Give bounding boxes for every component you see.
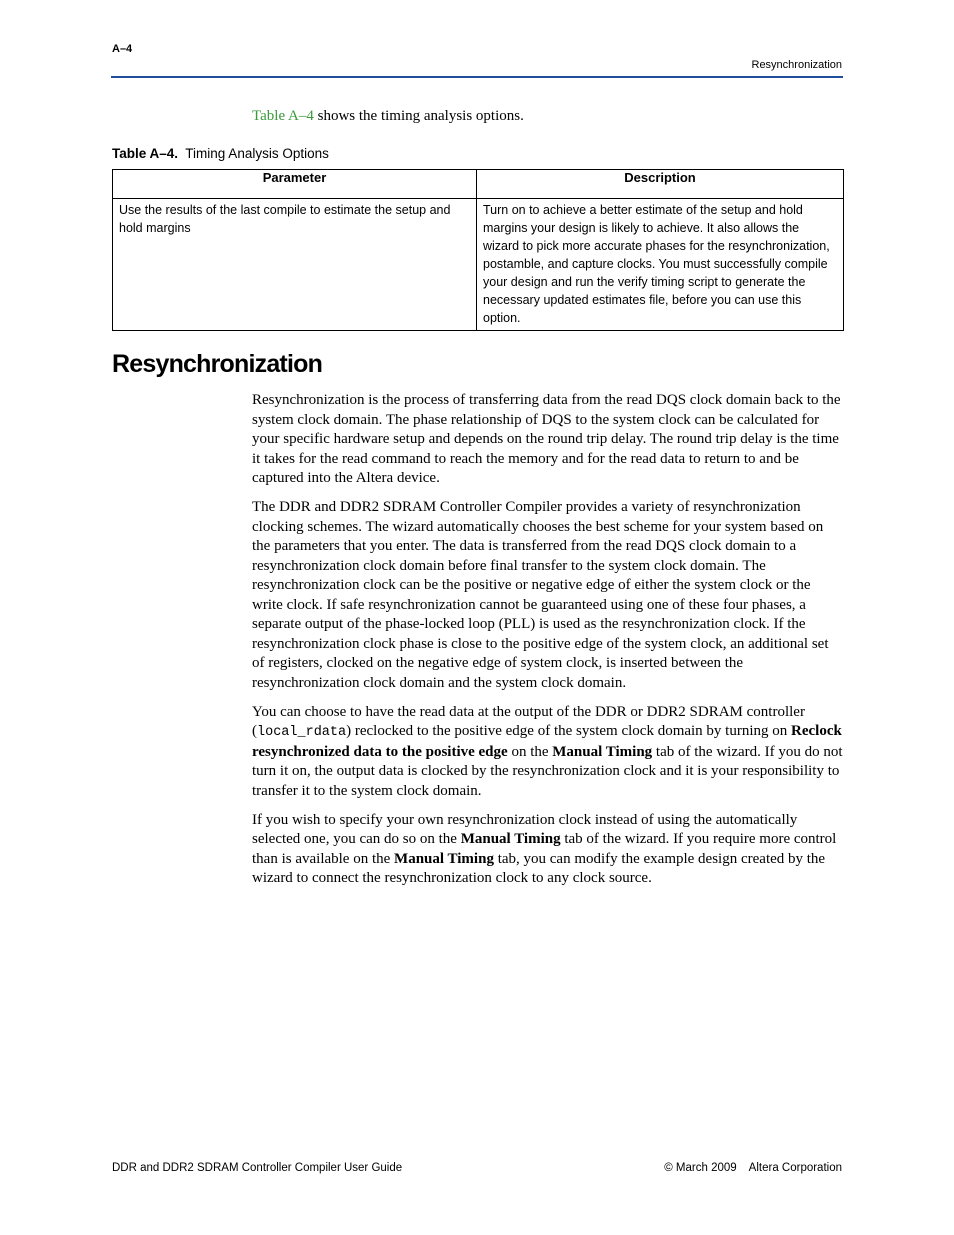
description-cell: Turn on to achieve a better estimate of the setup and hold margins your design is likely to achieve. It also allows the wizard to pick more accurate phases for the resynchronization, postamble, and capture clocks. You must successfully compile your design and run the verify timing script to generate the necessary updated estimates file, before you can use this option. [477, 199, 844, 331]
footer-guide-title: DDR and DDR2 SDRAM Controller Compiler User Guide [112, 1162, 403, 1174]
table-xref-link[interactable]: Table A–4 [252, 108, 314, 124]
column-header-description: Description [477, 170, 844, 199]
paragraph-3 [252, 703, 844, 802]
tab-name-manual-timing: Manual Timing [552, 743, 653, 760]
footer-company: Altera Corporation [748, 1162, 842, 1174]
header-rule [111, 76, 843, 78]
intro-sentence [252, 108, 524, 125]
table-row [113, 199, 844, 331]
page-number: A–4 [112, 43, 133, 55]
section-heading: Resynchronization [112, 350, 323, 378]
tab-name-manual-timing: Manual Timing [460, 831, 561, 847]
column-header-parameter: Parameter [113, 170, 477, 199]
p4-text-2: tab of the wizard. If you require more control than is available on the [252, 831, 837, 867]
paragraph-1: Resynchronization is the process of transferring data from the read DQS clock domain back to the system clock domain. The phase relationship of DQS to the system clock can be calculated for your specific hardware setup and depends on the round trip delay. The round trip delay is the time it takes for the read command to reach the memory and for the read data to return to and be captured into the Altera device. [252, 392, 841, 486]
footer-right [664, 1162, 842, 1174]
option-name-reclock: Reclock resynchronized data to the positive edge [252, 723, 842, 760]
paragraph-4 [252, 811, 844, 889]
p3-text-1: You can choose to have the read data at the output of the DDR or DDR2 SDRAM controller ( [252, 703, 805, 739]
footer-date: © March 2009 [664, 1162, 737, 1174]
code-local-rdata: local_rdata [257, 725, 347, 740]
p3-text-4: tab of the wizard. If you do not turn it on, the output data is clocked by the resynchronization clock and it is your responsibility to transfer it to the system clock domain. [252, 743, 843, 799]
paragraph-2: The DDR and DDR2 SDRAM Controller Compiler provides a variety of resynchronization clocking schemes. The wizard automatically chooses the best scheme for your system based on the parameters that you enter. The data is transferred from the read DQS clock domain to a resynchronization clock domain before final transfer to the system clock domain. The resynchronization clock can be the positive or negative edge of either the system clock or the write clock. If safe resynchronization cannot be guaranteed using one of these four phases, a separate output of the phase-locked loop (PLL) is used as the resynchronization clock. If the resynchronization clock phase is close to the positive edge of the system clock, an additional set of registers, clocked on the negative edge of system clock, is inserted between the resynchronization clock domain and the system clock domain. [252, 499, 829, 691]
timing-options-table [112, 169, 844, 331]
p4-text-3: tab, you can modify the example design created by the wizard to connect the resynchronization clock to any clock source. [252, 850, 826, 886]
intro-text: shows the timing analysis options. [313, 108, 524, 124]
table-caption [112, 146, 329, 161]
section-body [252, 391, 844, 898]
p3-text-2: ) reclocked to the positive edge of the system clock domain by turning on [346, 723, 792, 739]
running-header-section: Resynchronization [751, 59, 842, 71]
parameter-cell: Use the results of the last compile to estimate the setup and hold margins [113, 199, 477, 331]
table-caption-title: Timing Analysis Options [185, 146, 329, 161]
table-header-row [113, 170, 844, 199]
table-caption-label: Table A–4. [112, 146, 179, 161]
p4-text-1: If you wish to specify your own resynchronization clock instead of using the automatically selected one, you can do so on the [252, 811, 798, 847]
tab-name-manual-timing: Manual Timing [394, 850, 494, 867]
p3-text-3: on the [507, 743, 553, 760]
